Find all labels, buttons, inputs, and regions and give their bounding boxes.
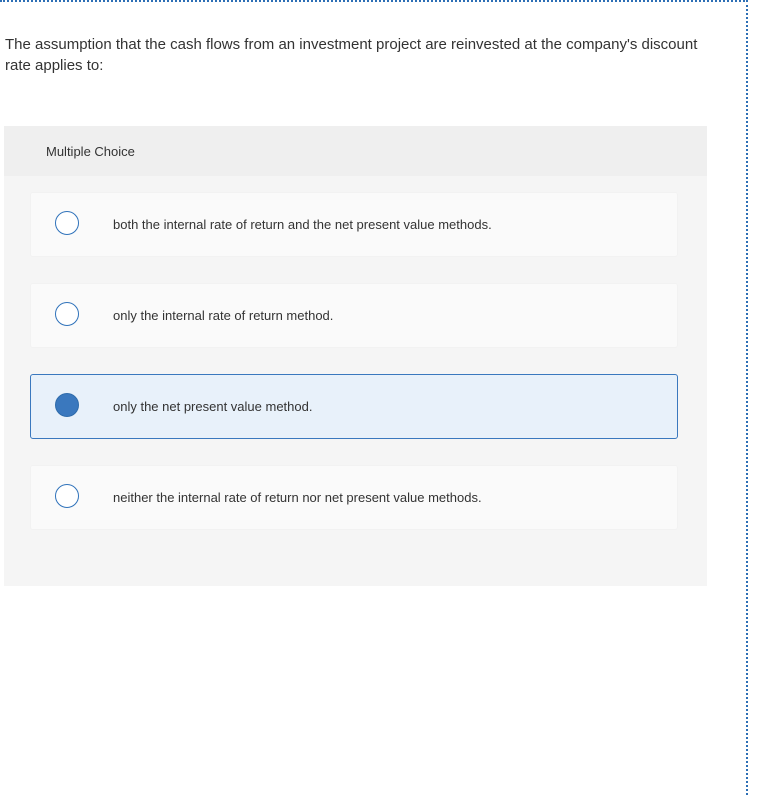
- multiple-choice-panel: [4, 126, 707, 586]
- multiple-choice-header: Multiple Choice: [4, 126, 707, 176]
- choice-option-1[interactable]: [30, 192, 678, 257]
- choice-option-label: only the net present value method.: [113, 399, 313, 414]
- choice-option-label: neither the internal rate of return nor net present value methods.: [113, 490, 482, 505]
- radio-unselected-icon[interactable]: [55, 211, 79, 235]
- question-text: The assumption that the cash flows from an investment project are reinvested at the company's discount rate applies to:: [5, 36, 698, 74]
- choice-option-label: only the internal rate of return method.: [113, 308, 334, 323]
- choice-option-2[interactable]: [30, 283, 678, 348]
- radio-selected-icon[interactable]: [55, 393, 79, 417]
- radio-unselected-icon[interactable]: [55, 302, 79, 326]
- choice-option-3[interactable]: [30, 374, 678, 439]
- choice-option-label: both the internal rate of return and the net present value methods.: [113, 217, 492, 232]
- radio-unselected-icon[interactable]: [55, 484, 79, 508]
- choice-option-4[interactable]: [30, 465, 678, 530]
